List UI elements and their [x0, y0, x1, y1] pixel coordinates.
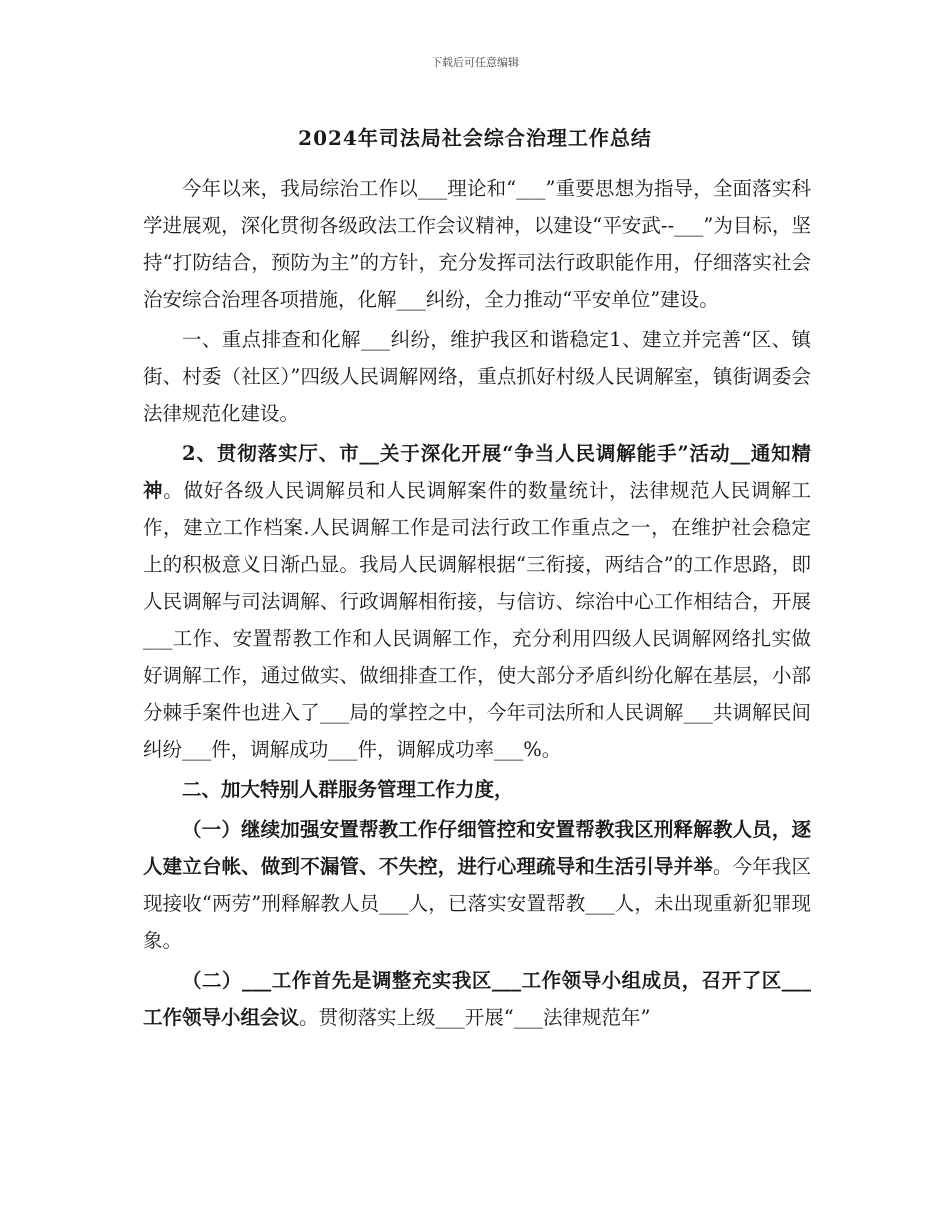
document-body — [143, 170, 811, 1039]
paragraph-text: 一、重点排查和化解___纠纷，维护我区和谐稳定1、建立并完善“区、镇街、村委（社区）”四级人民调解网络，重点抓好村级人民调解室，镇街调委会法律规范化建设。 — [143, 328, 811, 425]
paragraph-text: 今年以来，我局综治工作以___理论和“___”重要思想为指导，全面落实科学进展观，深化贯彻各级政法工作会议精神，以建设“平安武--___”为目标，坚持“打防结合，预防为主”的方针，充分发挥司法行政职能作用，仔细落实社会治安综合治理各项措施，化解___纠纷，全力推动“平安单位”建设。 — [143, 177, 811, 311]
paragraph-text: 。做好各级人民调解员和人民调解案件的数量统计，法律规范人民调解工作，建立工作档案.人民调解工作是司法行政工作重点之一，在维护社会稳定上的积极意义日渐凸显。我局人民调解根据“三衔接，两结合”的工作思路，即人民调解与司法调解、行政调解相衔接，与信访、综治中心工作相结合，开展___工作、安置帮教工作和人民调解工作，充分利用四级人民调解网络扎实做好调解工作，通过做实、做细排查工作，使大部分矛盾纠纷化解在基层，小部分棘手案件也进入了___局的掌控之中，今年司法所和人民调解___共调解民间纠纷___件，调解成功___件，调解成功率___%。 — [143, 479, 811, 761]
paragraph-bold-lead: 2、贯彻落实厅、市__关于深化开展“争当人民调解能手”活动__通知精神 — [143, 442, 811, 502]
document-title: 2024年司法局社会综合治理工作总结 — [298, 126, 652, 150]
paragraph-subsection-1 — [143, 811, 811, 959]
paragraph-text: 。贯彻落实上级___开展“___法律规范年” — [299, 1006, 651, 1029]
header-note: 下载后可任意编辑 — [431, 56, 519, 69]
paragraph-section-1 — [143, 321, 811, 432]
paragraph-item-2 — [143, 435, 811, 768]
paragraph-text: 。今年我区现接收“两劳”刑释解教人员___人，已落实安置帮教___人，未出现重新犯罪现象。 — [143, 855, 811, 952]
section-heading: 二、加大特别人群服务管理工作力度， — [182, 778, 514, 801]
paragraph-bold-lead: （一）继续加强安置帮教工作仔细管控和安置帮教我区刑释解教人员，逐人建立台帐、做到不漏管、不失控，进行心理疏导和生活引导并举 — [143, 818, 811, 878]
paragraph-intro — [143, 170, 811, 318]
paragraph-subsection-2 — [143, 962, 811, 1036]
paragraph-section-2-heading — [143, 771, 811, 808]
paragraph-bold-lead: （二）___工作首先是调整充实我区___工作领导小组成员，召开了区___工作领导小组会议 — [143, 969, 811, 1029]
